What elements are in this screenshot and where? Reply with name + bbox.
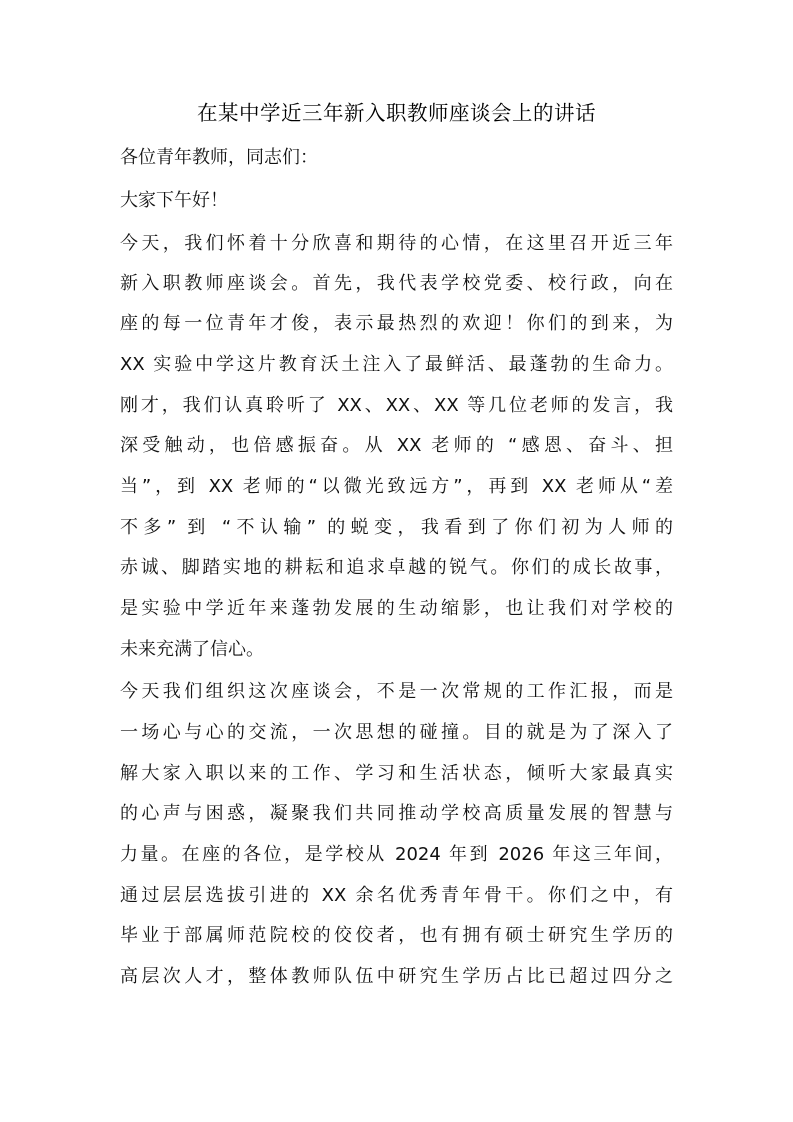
paragraph-line: 未来充满了信心。 — [120, 639, 264, 660]
paragraph-line: 赤诚、脚踏实地的耕耘和追求卓越的锐气。你们的成长故事， — [120, 557, 673, 578]
greeting-line: 大家下午好！ — [120, 190, 228, 211]
paragraph-line: 座的每一位青年才俊，表示最热烈的欢迎！你们的到来，为 — [120, 313, 673, 334]
paragraph-line: 的心声与困惑，凝聚我们共同推动学校高质量发展的智慧与 — [120, 803, 673, 824]
paragraph-line: 通过层层选拔引进的 XX 余名优秀青年骨干。你们之中，有 — [120, 885, 673, 906]
paragraph-line: 今天，我们怀着十分欣喜和期待的心情，在这里召开近三年 — [120, 233, 673, 254]
paragraph-line: 今天我们组织这次座谈会，不是一次常规的工作汇报，而是 — [120, 681, 673, 702]
paragraph-line: 解大家入职以来的工作、学习和生活状态，倾听大家最真实 — [120, 763, 673, 784]
paragraph-line: 毕业于部属师范院校的佼佼者，也有拥有硕士研究生学历的 — [120, 925, 673, 946]
paragraph-line: XX 实验中学这片教育沃土注入了最鲜活、最蓬勃的生命力。 — [120, 354, 673, 375]
paragraph-line: 高层次人才，整体教师队伍中研究生学历占比已超过四分之 — [120, 966, 673, 987]
salutation-line: 各位青年教师，同志们： — [120, 147, 318, 168]
paragraph-line: 力量。在座的各位，是学校从 2024 年到 2026 年这三年间， — [120, 844, 673, 865]
paragraph-line: 刚才，我们认真聆听了 XX、XX、XX 等几位老师的发言，我 — [120, 395, 673, 416]
paragraph-line: 当”，到 XX 老师的“以微光致远方”，再到 XX 老师从“差 — [120, 476, 673, 497]
paragraph-line: 是实验中学近年来蓬勃发展的生动缩影，也让我们对学校的 — [120, 598, 673, 619]
paragraph-line: 不多” 到 “不认输” 的蜕变，我看到了你们初为人师的 — [120, 517, 673, 538]
document-title: 在某中学近三年新入职教师座谈会上的讲话 — [197, 101, 596, 125]
paragraph-line: 新入职教师座谈会。首先，我代表学校党委、校行政，向在 — [120, 273, 673, 294]
paragraph-line: 一场心与心的交流，一次思想的碰撞。目的就是为了深入了 — [120, 722, 673, 743]
paragraph-line: 深受触动，也倍感振奋。从 XX 老师的 “感恩、奋斗、担 — [120, 435, 673, 456]
